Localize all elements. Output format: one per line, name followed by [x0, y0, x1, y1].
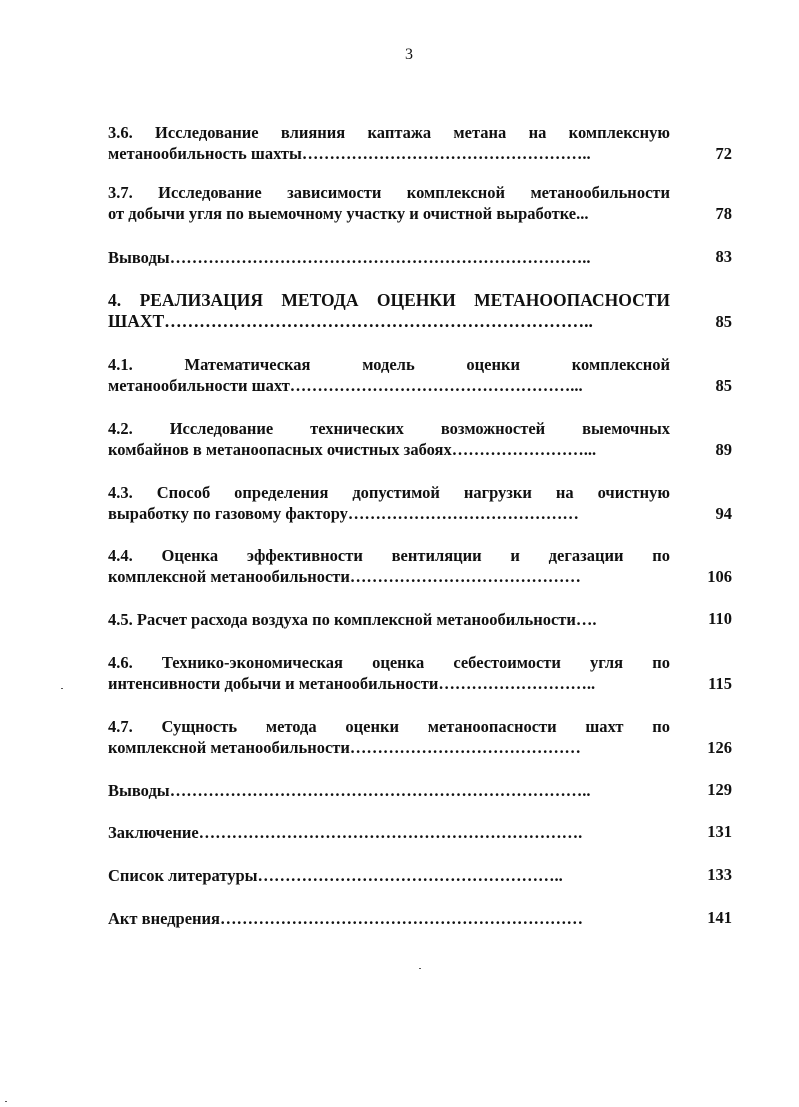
toc-entry-line: Выводы…………………………………………………………………..: [108, 248, 591, 267]
toc-entry-line: метанообильности шахт……………………………………………...: [108, 376, 583, 395]
toc-entry-line: 4. РЕАЛИЗАЦИЯ МЕТОДА ОЦЕНКИ МЕТАНООПАСНОСТИ: [108, 290, 670, 310]
toc-entry-line: 4.7. Сущность метода оценки метаноопасности шахт по: [108, 717, 670, 736]
toc-entry-page: 78: [715, 204, 732, 223]
toc-entry-line: комбайнов в метаноопасных очистных забоях……………………...: [108, 440, 597, 459]
toc-entry-page: 89: [715, 440, 732, 459]
toc-entry-page: 85: [715, 312, 732, 331]
toc-entry-page: 72: [715, 144, 732, 163]
toc-entry-line: комплексной метанообильности……………………………………: [108, 567, 581, 586]
toc-entry-page: 126: [707, 738, 732, 757]
toc-entry-references[interactable]: [108, 865, 732, 886]
toc-entry-4-2[interactable]: [108, 418, 732, 460]
toc-entry-line: 3.7. Исследование зависимости комплексной метанообильности: [108, 183, 670, 202]
toc-entry-4-6[interactable]: [108, 652, 732, 694]
toc-entry-3-6[interactable]: [108, 122, 732, 164]
toc-entry-page: 85: [715, 376, 732, 395]
toc-entry-page: 131: [707, 822, 732, 841]
page-number: 3: [405, 46, 413, 63]
toc-entry-conclusions-3[interactable]: [108, 247, 732, 268]
toc-entry-page: 115: [708, 674, 732, 693]
toc-entry-page: 106: [707, 567, 732, 586]
toc-entry-implementation-act[interactable]: [108, 908, 732, 929]
toc-entry-chapter-4[interactable]: [108, 290, 732, 332]
toc-entry-page: 83: [715, 247, 732, 266]
toc-entry-conclusions-4[interactable]: [108, 780, 732, 801]
toc-entry-line: Заключение…………………………………………………………….: [108, 823, 583, 842]
toc-entry-4-1[interactable]: [108, 354, 732, 396]
toc-entry-page: 129: [707, 780, 732, 799]
toc-entry-page: 110: [708, 609, 732, 628]
scan-speck: [5, 1101, 7, 1102]
toc-entry-line: 4.6. Технико-экономическая оценка себестоимости угля по: [108, 653, 670, 672]
toc-entry-line: 4.4. Оценка эффективности вентиляции и дегазации по: [108, 546, 670, 565]
toc-entry-line: 3.6. Исследование влияния каптажа метана на комплексную: [108, 123, 670, 142]
toc-entry-line: интенсивности добычи и метанообильности………………………..: [108, 674, 596, 693]
toc-entry-4-7[interactable]: [108, 716, 732, 758]
toc-entry-line: 4.1. Математическая модель оценки комплексной: [108, 355, 670, 374]
toc-entry-page: 141: [707, 908, 732, 927]
toc-entry-line: 4.5. Расчет расхода воздуха по комплексной метанообильности….: [108, 610, 597, 629]
toc-entry-3-7[interactable]: [108, 182, 732, 224]
toc-entry-line: Акт внедрения…………………………………………………………: [108, 909, 583, 928]
toc-entry-line: метанообильность шахты……………………………………………..: [108, 144, 591, 163]
toc-entry-line: ШАХТ………………………………………………………………..: [108, 311, 593, 331]
toc-entry-line: от добычи угля по выемочному участку и очистной выработке...: [108, 204, 589, 223]
toc-entry-4-5[interactable]: [108, 609, 732, 630]
toc-entry-page: 94: [715, 504, 732, 523]
scan-speck: [61, 688, 63, 689]
toc-entry-4-4[interactable]: [108, 545, 732, 587]
toc-entry-line: выработку по газовому фактору……………………………………: [108, 504, 579, 523]
toc-entry-line: 4.3. Способ определения допустимой нагрузки на очистную: [108, 483, 670, 502]
toc-entry-summary[interactable]: [108, 822, 732, 843]
toc-entry-line: Список литературы………………………………………………..: [108, 866, 563, 885]
toc-entry-line: комплексной метанообильности……………………………………: [108, 738, 581, 757]
toc-entry-line: 4.2. Исследование технических возможностей выемочных: [108, 419, 670, 438]
scan-speck: [419, 968, 421, 969]
toc-entry-page: 133: [707, 865, 732, 884]
toc-entry-line: Выводы…………………………………………………………………..: [108, 781, 591, 800]
toc-entry-4-3[interactable]: [108, 482, 732, 524]
